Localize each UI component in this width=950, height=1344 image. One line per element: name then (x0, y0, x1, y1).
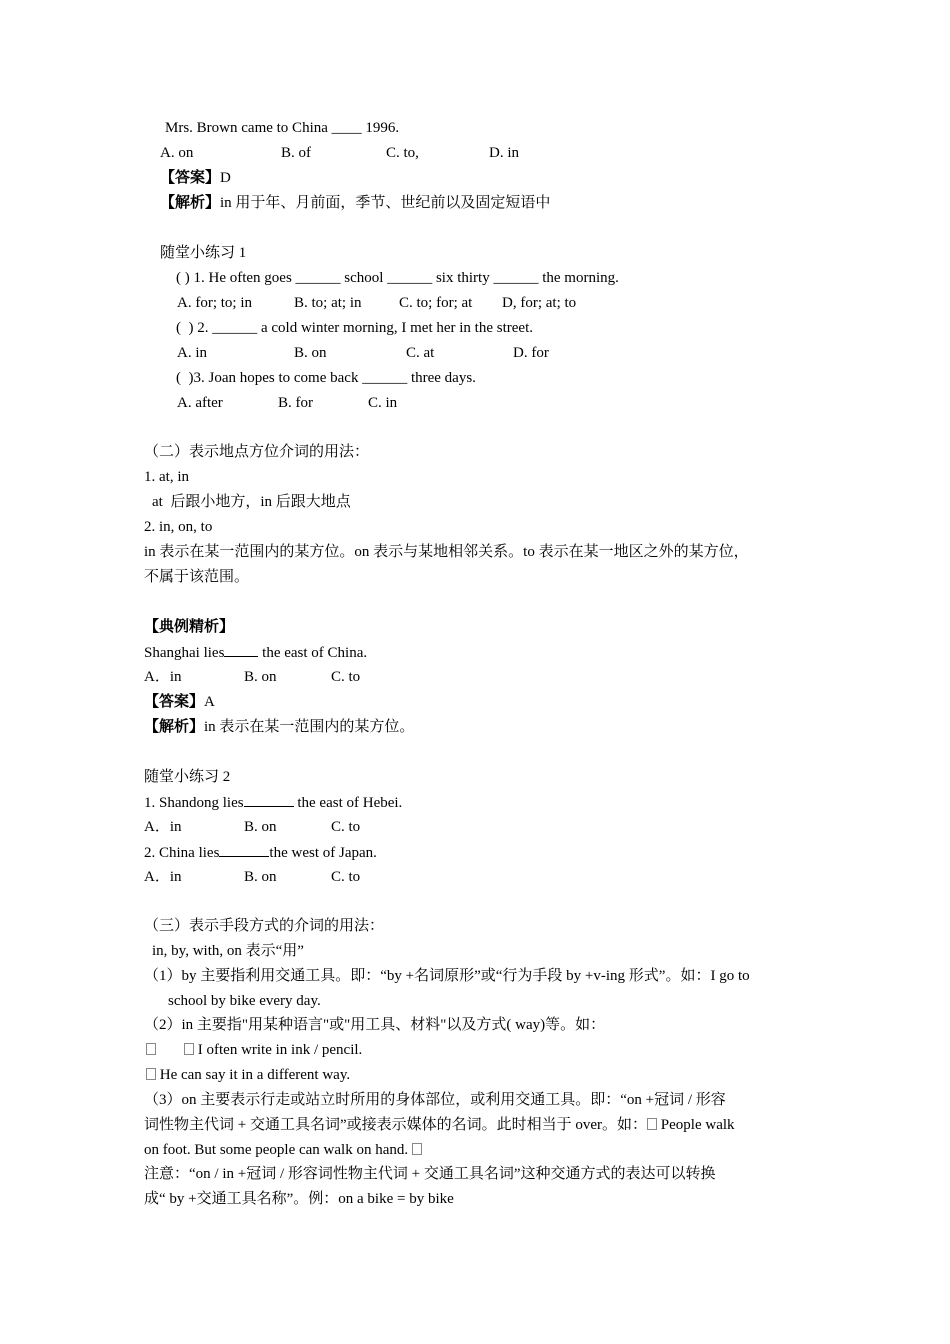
option-b: B. for (278, 395, 313, 411)
option-b: B. on (294, 345, 327, 361)
practice-2-title: 随堂小练习 2 (144, 769, 231, 785)
stem-pre: 2. China lies (144, 845, 220, 861)
section-2-item-2: 2. in, on, to (144, 519, 213, 535)
practice-1-q1-options (177, 293, 777, 313)
missing-glyph-icon (647, 1118, 657, 1130)
section-3-p1-line2: school by bike every day. (168, 993, 321, 1009)
section-3-p1-line1: （1）by 主要指利用交通工具。即：“by +名词原形”或“行为手段 by +v-ing 形式”。如：I go to (144, 968, 750, 984)
option-c: C. to (331, 819, 361, 835)
option-c: C. to; for; at (399, 295, 473, 311)
option-d: D. in (489, 145, 519, 161)
option-c: C. in (368, 395, 398, 411)
option-a: A. on (160, 145, 194, 161)
analysis-line (160, 193, 550, 213)
section-3-p2-example-1 (146, 1040, 362, 1060)
option-c: C. to (331, 869, 361, 885)
text-pre: 词性物主代词 + 交通工具名词”或接表示媒体的名词。此时相当于 over。如： (144, 1117, 648, 1133)
answer-label: 【答案】 (144, 694, 205, 710)
practice-1-q3-options (177, 393, 777, 413)
option-c: C. to, (386, 145, 419, 161)
example-stem (144, 642, 367, 663)
practice-2-q1-options (144, 817, 744, 837)
section-2-heading: （二）表示地点方位介词的用法： (144, 444, 370, 460)
practice-2-q2 (144, 842, 377, 863)
answer-label: 【答案】 (160, 170, 221, 186)
section-3-p2-example-2 (146, 1065, 350, 1085)
stem-post: the east of China. (258, 645, 368, 661)
practice-1-q2: ( ) 2. ______ a cold winter morning, I met her in the street. (176, 320, 533, 336)
practice-1-q1: ( ) 1. He often goes ______ school ______ six thirty ______ the morning. (176, 270, 619, 286)
options-row (160, 143, 760, 163)
option-a: A．in (144, 819, 182, 835)
blank-line (244, 792, 294, 807)
option-b: B. to; at; in (294, 295, 362, 311)
missing-glyph-icon (412, 1143, 422, 1155)
option-a: A. in (177, 345, 207, 361)
section-3-intro: in, by, with, on 表示“用” (152, 943, 304, 959)
missing-glyph-icon (146, 1043, 156, 1055)
text-post: People walk (660, 1117, 735, 1133)
section-3-note-line2: 成“ by +交通工具名称”。例：on a bike = by bike (144, 1191, 454, 1207)
analysis-text: in 表示在某一范围内的某方位。 (204, 719, 415, 735)
analysis-text: in 用于年、月前面，季节、世纪前以及固定短语中 (220, 195, 551, 211)
example-text: I often write in ink / pencil. (197, 1042, 363, 1058)
practice-1-title: 随堂小练习 1 (160, 245, 247, 261)
analysis-label: 【解析】 (160, 195, 221, 211)
option-b: B. of (281, 145, 311, 161)
example-options (144, 667, 744, 687)
stem-post: the east of Hebei. (293, 795, 403, 811)
section-3-heading: （三）表示手段方式的介词的用法： (144, 918, 385, 934)
question-stem: Mrs. Brown came to China ____ 1996. (165, 120, 400, 136)
practice-1-q3: ( )3. Joan hopes to come back ______ three days. (176, 370, 476, 386)
option-c: C. at (406, 345, 435, 361)
section-3-p3-line2 (144, 1115, 735, 1135)
option-c: C. to (331, 669, 361, 685)
option-b: B. on (244, 869, 277, 885)
option-a: A. after (177, 395, 223, 411)
option-d: D. for (513, 345, 549, 361)
section-3-p2-line1: （2）in 主要指"用某种语言"或"用工具、材料"以及方式( way)等。如： (144, 1017, 606, 1033)
section-2-item-2-desc-1: in 表示在某一范围内的某方位。on 表示与某地相邻关系。to 表示在某一地区之外的某方位， (144, 544, 749, 560)
answer-line (160, 168, 231, 188)
section-3-p3-line1: （3）on 主要表示行走或站立时所用的身体部位，或利用交通工具。即：“on +冠词 / 形容 (144, 1092, 726, 1108)
option-a: A．in (144, 869, 182, 885)
section-2-item-2-desc-2: 不属于该范围。 (144, 569, 250, 585)
practice-2-q2-options (144, 867, 744, 887)
option-a: A. for; to; in (177, 295, 252, 311)
stem-pre: Shanghai lies (144, 645, 225, 661)
example-heading: 【典例精析】 (144, 619, 235, 635)
missing-glyph-icon (146, 1068, 156, 1080)
example-text: He can say it in a different way. (159, 1067, 351, 1083)
text: on foot. But some people can walk on hand. (144, 1142, 412, 1158)
missing-glyph-icon (184, 1043, 194, 1055)
example-analysis (144, 717, 414, 737)
option-b: B. on (244, 819, 277, 835)
stem-pre: 1. Shandong lies (144, 795, 244, 811)
practice-2-q1 (144, 792, 402, 813)
blank-line (224, 642, 258, 657)
section-3-p3-line3 (144, 1140, 422, 1160)
option-a: A．in (144, 669, 182, 685)
option-b: B. on (244, 669, 277, 685)
practice-1-q2-options (177, 343, 777, 363)
option-d: D, for; at; to (502, 295, 577, 311)
blank-line (219, 842, 269, 857)
example-answer (144, 692, 215, 712)
stem-post: the west of Japan. (269, 845, 377, 861)
section-2-item-1: 1. at, in (144, 469, 189, 485)
answer-value: D (220, 170, 231, 186)
analysis-label: 【解析】 (144, 719, 205, 735)
section-2-item-1-desc: at 后跟小地方，in 后跟大地点 (152, 494, 351, 510)
answer-value: A (204, 694, 215, 710)
section-3-note-line1: 注意：“on / in +冠词 / 形容词性物主代词 + 交通工具名词”这种交通方式的表达可以转换 (144, 1166, 716, 1182)
